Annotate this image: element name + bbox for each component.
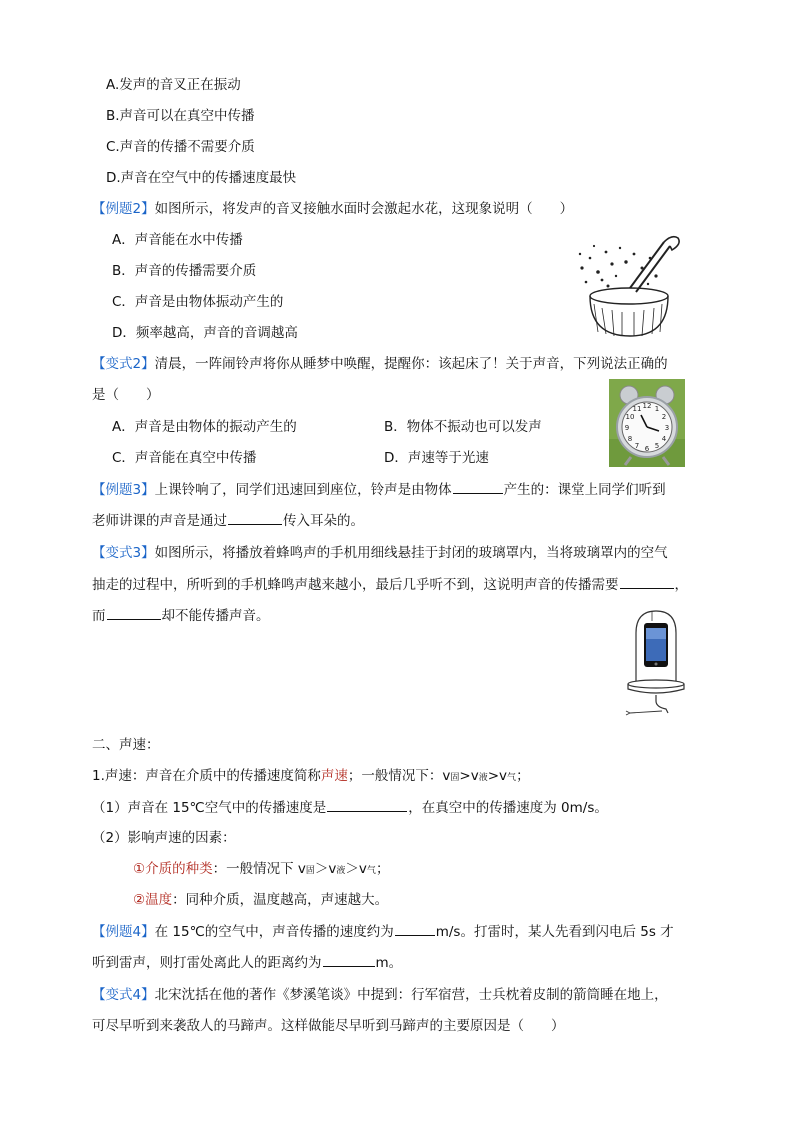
ex3-tag: 【例题3】 — [92, 482, 155, 498]
ex2-stem: 【例题2】如图所示，将发声的音叉接触水面时会激起水花，这现象说明（ ） — [92, 201, 574, 217]
ex2-option-c: C．声音是由物体振动产生的 — [112, 294, 284, 310]
ex2-option-d: D．频率越高，声音的音调越高 — [112, 325, 298, 341]
ex2-option-a: A．声音能在水中传播 — [112, 232, 243, 248]
svg-text:11: 11 — [632, 405, 642, 413]
q1-option-b: B.声音可以在真空中传播 — [106, 108, 255, 124]
svg-text:1: 1 — [654, 405, 660, 413]
medium-type-term: ①介质的种类 — [133, 861, 213, 877]
speed-term: 声速 — [320, 768, 348, 784]
ex3-blank-2[interactable] — [228, 510, 282, 525]
ex4-line1: 【例题4】在 15℃的空气中，声音传播的速度约为 m/s。打雷时，某人先看到闪电后 5s 才 — [92, 921, 674, 942]
var3-tag: 【变式3】 — [92, 545, 155, 561]
ex2-tag: 【例题2】 — [92, 201, 155, 217]
var3-blank-1[interactable] — [620, 574, 674, 589]
svg-text:3: 3 — [664, 424, 670, 432]
ex3-blank-1[interactable] — [453, 479, 503, 494]
var4-tag: 【变式4】 — [92, 987, 155, 1003]
svg-text:6: 6 — [644, 445, 650, 453]
ex4-tag: 【例题4】 — [92, 924, 155, 940]
svg-text:4: 4 — [661, 435, 667, 443]
svg-text:5: 5 — [654, 442, 660, 450]
section2-line3: （2）影响声速的因素： — [92, 830, 236, 846]
section2-title: 二、声速： — [92, 737, 160, 753]
section2-line1: 1.声速：声音在介质中的传播速度简称声速；一般情况下：v固>v液>v气； — [92, 768, 530, 784]
svg-text:12: 12 — [642, 402, 652, 410]
q1-option-c: C.声音的传播不需要介质 — [106, 139, 255, 155]
q1-option-a: A.发声的音叉正在振动 — [106, 77, 241, 93]
var2-stem-line1: 【变式2】清晨，一阵闹铃声将你从睡梦中唤醒，提醒你：该起床了！关于声音，下列说法正确的 — [92, 356, 668, 372]
section2-line2: （1）声音在 15℃空气中的传播速度是 ，在真空中的传播速度为 0m/s。 — [92, 797, 608, 818]
ex4-blank-1[interactable] — [395, 921, 435, 936]
section2-blank-1[interactable] — [327, 797, 407, 812]
var2-option-b: B．物体不振动也可以发声 — [384, 419, 542, 435]
var2-option-a: A．声音是由物体的振动产生的 — [112, 419, 297, 435]
var4-line1: 【变式4】北宋沈括在他的著作《梦溪笔谈》中提到：行军宿营，士兵枕着皮制的箭筒睡在地上， — [92, 987, 668, 1003]
var4-line2: 可尽早听到来袭敌人的马蹄声。这样做能尽早听到马蹄声的主要原因是（ ） — [92, 1018, 565, 1034]
bell-jar-phone-figure — [622, 607, 690, 719]
svg-text:7: 7 — [634, 442, 640, 450]
q1-option-d: D.声音在空气中的传播速度最快 — [106, 170, 297, 186]
ex4-blank-2[interactable] — [323, 952, 375, 967]
temperature-term: ②温度 — [133, 892, 173, 908]
var3-blank-2[interactable] — [107, 605, 161, 620]
svg-text:8: 8 — [627, 435, 633, 443]
section2-line4: ①介质的种类：一般情况下 v固＞v液＞v气； — [133, 861, 390, 877]
tuning-fork-water-figure — [572, 228, 688, 340]
var3-line1: 【变式3】如图所示，将播放着蜂鸣声的手机用细线悬挂于封闭的玻璃罩内，当将玻璃罩内的空气 — [92, 545, 668, 561]
var2-stem-line2: 是（ ） — [92, 387, 160, 403]
svg-text:10: 10 — [625, 413, 635, 421]
svg-text:2: 2 — [661, 413, 667, 421]
var3-line2: 抽走的过程中，所听到的手机蜂鸣声越来越小，最后几乎听不到，这说明声音的传播需要 ， — [92, 574, 688, 595]
ex4-line2: 听到雷声，则打雷处离此人的距离约为 m。 — [92, 952, 402, 973]
alarm-clock-figure — [609, 379, 685, 467]
section2-line5: ②温度：同种介质，温度越高，声速越大。 — [133, 892, 389, 908]
var2-tag: 【变式2】 — [92, 356, 155, 372]
ex3-line2: 老师讲课的声音是通过 传入耳朵的。 — [92, 510, 364, 531]
var3-line3: 而 却不能传播声音。 — [92, 605, 270, 626]
var2-option-d: D．声速等于光速 — [384, 450, 489, 466]
var2-option-c: C．声音能在真空中传播 — [112, 450, 257, 466]
ex2-option-b: B．声音的传播需要介质 — [112, 263, 257, 279]
var2-row1 — [112, 417, 297, 437]
svg-text:9: 9 — [624, 424, 630, 432]
ex3-line1: 【例题3】上课铃响了，同学们迅速回到座位，铃声是由物体 产生的：课堂上同学们听到 — [92, 479, 666, 500]
